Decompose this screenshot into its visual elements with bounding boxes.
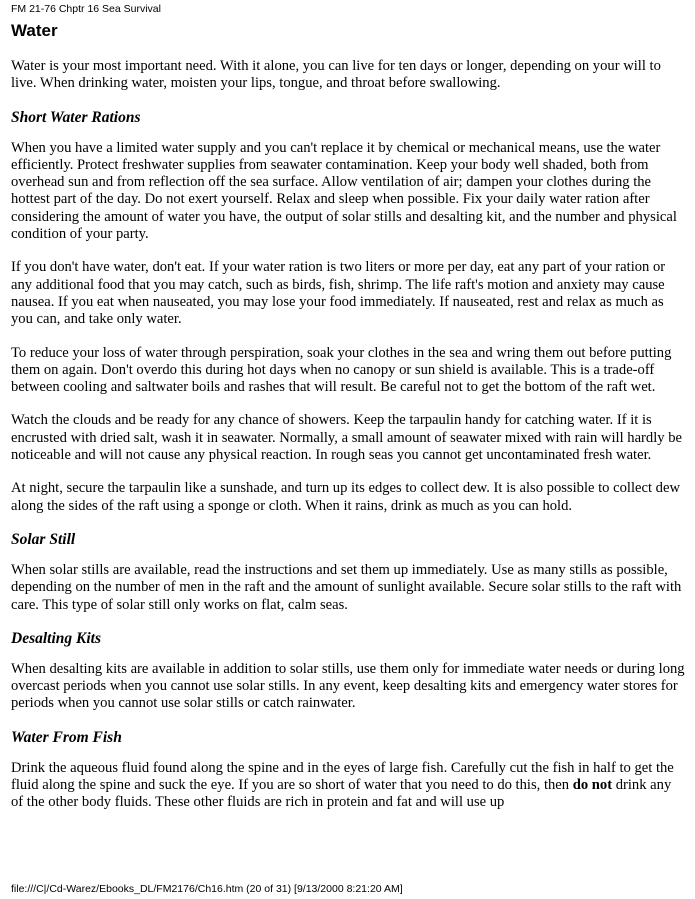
- paragraph: When desalting kits are available in addition to solar stills, use them only for immediate water needs or during long overcast periods when you cannot use solar stills. In any event, keep desalting kits and emergency water stores for periods when you cannot use solar stills or catch rainwater.: [11, 660, 685, 712]
- paragraph: At night, secure the tarpaulin like a sunshade, and turn up its edges to collect dew. It is also possible to collect dew along the sides of the raft using a sponge or cloth. When it rains, drink as much as you can hold.: [11, 480, 680, 514]
- paragraph: When you have a limited water supply and you can't replace it by chemical or mechanical means, use the water efficiently. Protect freshwater supplies from seawater contamination. Keep your body well shaded, both from overhead sun and from reflection off the sea surface. Allow ventilation of air; dampen your clothes during the hottest part of the day. Do not exert yourself. Relax and sleep when possible. Fix your daily water ration after considering the amount of water you have, the output of solar stills and desalting kit, and the number and physical condition of your party.: [11, 139, 677, 243]
- paragraph: Watch the clouds and be ready for any chance of showers. Keep the tarpaulin handy for catching water. If it is encrusted with dried salt, wash it in seawater. Normally, a small amount of seawater mixed with rain will hardly be noticeable and will not cause any physical reaction. In rough seas you cannot get uncontaminated fresh water.: [11, 412, 682, 464]
- paragraph: When solar stills are available, read the instructions and set them up immediately. Use as many stills as possible, depending on the number of men in the raft and the amount of sunlight available. Secure solar stills to the raft with care. This type of solar still only works on flat, calm seas.: [11, 561, 682, 613]
- page-title: Water: [11, 21, 58, 40]
- paragraph: [11, 760, 687, 812]
- text-run: Drink the aqueous fluid found along the spine and in the eyes of large fish. Carefully cut the fish in half to get the fluid along the spine and suck the eye. If you are so short of water that you need to do this, then: [11, 759, 674, 794]
- document-body: [11, 58, 687, 828]
- heading-desalting-kits: Desalting Kits: [11, 629, 102, 647]
- page-header: FM 21-76 Chptr 16 Sea Survival: [11, 3, 161, 15]
- heading-water-from-fish: Water From Fish: [11, 728, 122, 746]
- text-run: drink any of the other body fluids. These other fluids are rich in protein and fat and will use up: [11, 777, 672, 811]
- paragraph: If you don't have water, don't eat. If your water ration is two liters or more per day, eat any part of your ration or any additional food that you may catch, such as birds, fish, shrimp. The life raft's motion and anxiety may cause nausea. If you eat when nauseated, you may lose your food immediately. If nauseated, rest and relax as much as you can, and take only water.: [11, 259, 666, 328]
- paragraph: To reduce your loss of water through perspiration, soak your clothes in the sea and wring them out before putting them on again. Don't overdo this during hot days when no canopy or sun shield is available. This is a trade-off between cooling and saltwater boils and rashes that will result. Be careful not to get the bottom of the raft wet.: [11, 344, 672, 396]
- page-footer: file:///C|/Cd-Warez/Ebooks_DL/FM2176/Ch16.htm (20 of 31) [9/13/2000 8:21:20 AM]: [11, 883, 403, 895]
- heading-short-water-rations: Short Water Rations: [11, 108, 141, 126]
- heading-solar-still: Solar Still: [11, 530, 76, 548]
- emphasis-do-not: do not: [572, 777, 613, 794]
- intro-paragraph: Water is your most important need. With it alone, you can live for ten days or longer, depending on your will to live. When drinking water, moisten your lips, tongue, and throat before swallowing.: [11, 58, 661, 92]
